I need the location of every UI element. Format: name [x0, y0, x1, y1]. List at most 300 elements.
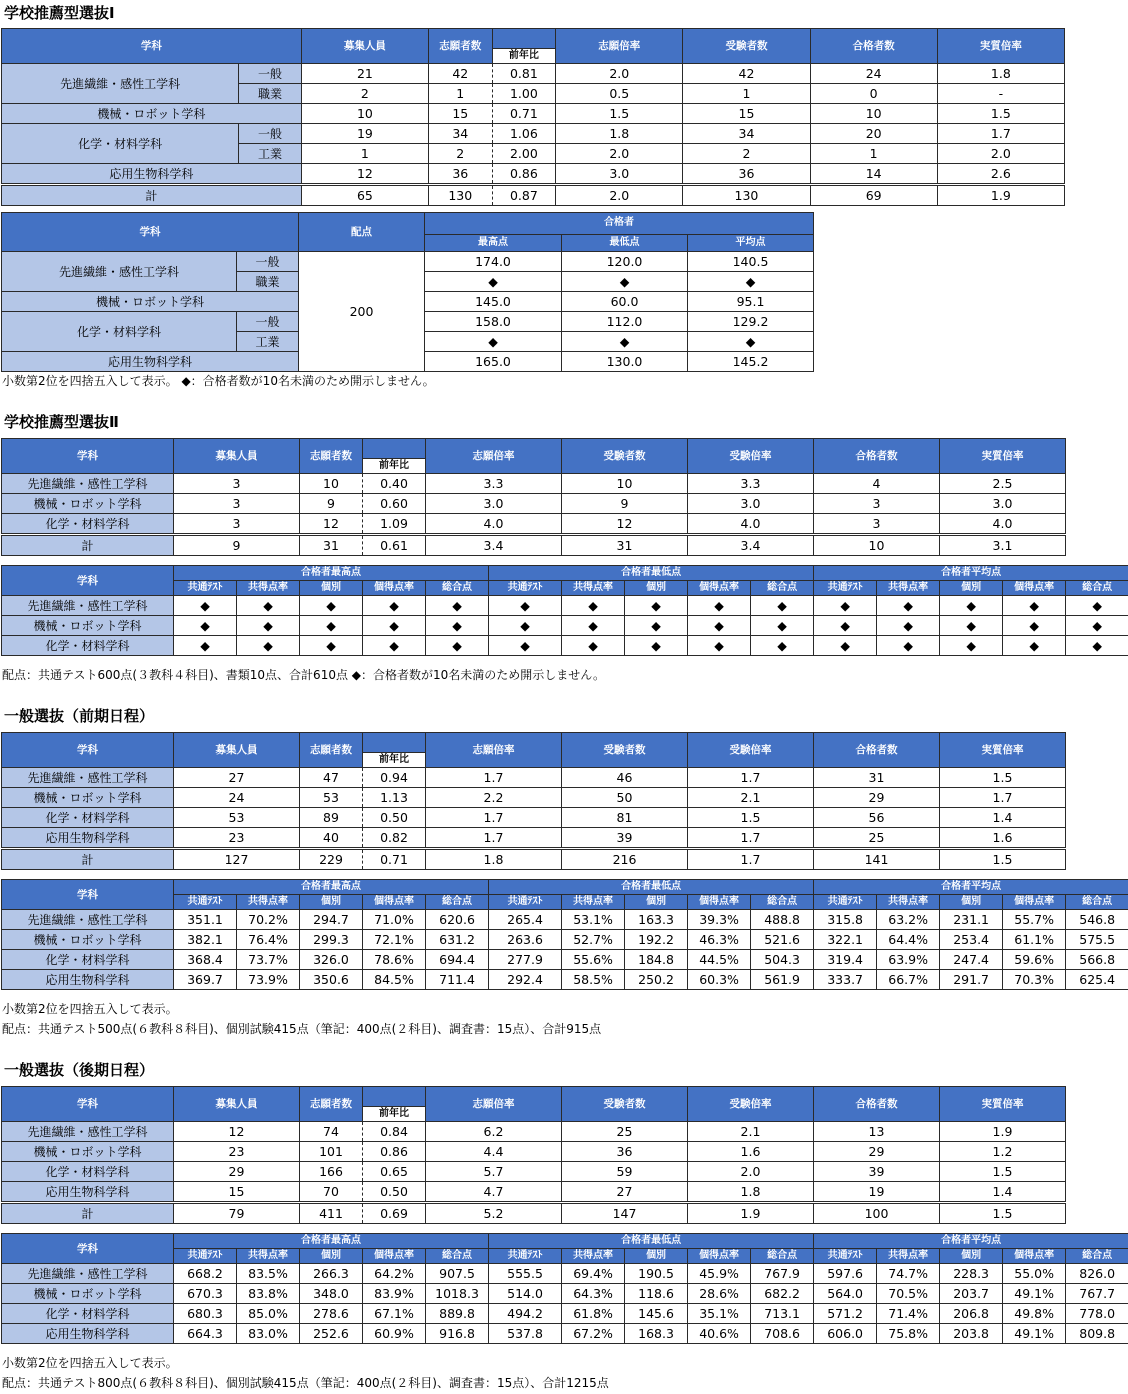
cell-app-rate: 3.4: [426, 535, 562, 556]
header-sub-col: 個得点率: [1003, 581, 1066, 596]
cell-applicants: 130: [428, 185, 492, 206]
cell-score: 294.7: [300, 910, 363, 930]
cell-score: 78.6%: [363, 950, 426, 970]
cell-exam-rate: 2.0: [688, 1162, 814, 1182]
cell-score: 28.6%: [688, 1284, 751, 1304]
cell-score: 203.7: [940, 1284, 1003, 1304]
cell-score: 566.8: [1066, 950, 1128, 970]
table-row-total: [2, 185, 1065, 206]
cell-applicants: 229: [300, 849, 363, 870]
cell-score: 45.9%: [688, 1264, 751, 1284]
cell-score: 66.7%: [877, 970, 940, 990]
header-passed: 合格者数: [810, 29, 937, 64]
row-dept: 化学・材料学科: [2, 950, 174, 970]
cell-score: 299.3: [300, 930, 363, 950]
cell-score: ◆: [625, 636, 688, 656]
cell-score: 49.1%: [1003, 1284, 1066, 1304]
cell-score: 206.8: [940, 1304, 1003, 1324]
cell-quota: 29: [174, 1162, 300, 1182]
header-app-rate: 志願倍率: [426, 733, 562, 768]
cell-score: 83.0%: [237, 1324, 300, 1344]
header-dept: 学科: [2, 213, 299, 252]
cell-applicants: 34: [428, 124, 492, 144]
cell-score: 85.0%: [237, 1304, 300, 1324]
cell-score: ◆: [237, 596, 300, 616]
row-sub: 一般: [237, 312, 299, 332]
row-dept: 応用生物科学科: [2, 352, 299, 372]
table-s2-applicants: [1, 438, 1066, 556]
cell-app-rate: 2.2: [426, 788, 562, 808]
cell-quota: 3: [174, 494, 300, 514]
cell-examinees: 36: [562, 1142, 688, 1162]
cell-score: 561.9: [751, 970, 814, 990]
cell-exam-rate: 1.5: [688, 808, 814, 828]
row-dept: 先進繊維・感性工学科: [2, 910, 174, 930]
cell-score: 252.6: [300, 1324, 363, 1344]
cell-score: 60.9%: [363, 1324, 426, 1344]
cell-score: 55.7%: [1003, 910, 1066, 930]
cell-quota: 1: [301, 144, 428, 164]
cell-examinees: 36: [683, 164, 810, 185]
table-row: [2, 950, 1128, 970]
cell-real-rate: 1.7: [937, 124, 1064, 144]
table-row-total: [2, 849, 1066, 870]
cell-avg: 145.2: [688, 352, 814, 372]
cell-examinees: 130: [683, 185, 810, 206]
table-s4-scores: [1, 1233, 1128, 1344]
cell-score: 322.1: [814, 930, 877, 950]
row-dept: 応用生物科学科: [2, 1182, 174, 1203]
cell-score: 247.4: [940, 950, 1003, 970]
cell-exam-rate: 1.6: [688, 1142, 814, 1162]
cell-score: ◆: [877, 596, 940, 616]
table-row: [2, 164, 1065, 185]
cell-score: 767.9: [751, 1264, 814, 1284]
cell-score: 575.5: [1066, 930, 1128, 950]
note-s1: 小数第2位を四捨五入して表示。 ◆：合格者数が10名未満のため開示しません。: [2, 374, 435, 388]
cell-score: 67.2%: [562, 1324, 625, 1344]
cell-score: 620.6: [426, 910, 489, 930]
cell-ratio: 2.00: [492, 144, 556, 164]
cell-app-rate: 1.7: [426, 828, 562, 849]
cell-score: ◆: [688, 616, 751, 636]
header-sub-col: 共通ﾃｽﾄ: [489, 895, 562, 910]
cell-real-rate: 1.4: [940, 808, 1066, 828]
table-row: [2, 64, 1065, 84]
header-examinees: 受験者数: [562, 439, 688, 474]
header-sub-col: 共得点率: [562, 581, 625, 596]
cell-exam-rate: 1.7: [688, 828, 814, 849]
row-dept: 先進繊維・感性工学科: [2, 1264, 174, 1284]
cell-max: 158.0: [425, 312, 562, 332]
cell-score: 277.9: [489, 950, 562, 970]
cell-examinees: 12: [562, 514, 688, 535]
table-s4-applicants: [1, 1086, 1066, 1224]
header-quota: 募集人員: [301, 29, 428, 64]
header-sub-col: 共通ﾃｽﾄ: [814, 581, 877, 596]
cell-score: 52.7%: [562, 930, 625, 950]
cell-score: 670.3: [174, 1284, 237, 1304]
cell-examinees: 216: [562, 849, 688, 870]
cell-score: 228.3: [940, 1264, 1003, 1284]
cell-ratio: 1.06: [492, 124, 556, 144]
header-dept: 学科: [2, 566, 174, 596]
cell-score: 70.2%: [237, 910, 300, 930]
cell-avg: 95.1: [688, 292, 814, 312]
header-sub-col: 個得点率: [1003, 1249, 1066, 1264]
cell-real-rate: 4.0: [940, 514, 1066, 535]
table-row: [2, 1142, 1066, 1162]
cell-quota: 2: [301, 84, 428, 104]
cell-score: 333.7: [814, 970, 877, 990]
row-dept: 機械・ロボット学科: [2, 104, 302, 124]
table-row: [2, 970, 1128, 990]
header-sub-col: 総合点: [1066, 895, 1128, 910]
table-s3-scores: [1, 879, 1128, 990]
cell-passed: 10: [810, 104, 937, 124]
cell-score: ◆: [174, 596, 237, 616]
cell-examinees: 10: [562, 474, 688, 494]
row-dept: 機械・ロボット学科: [2, 1284, 174, 1304]
cell-score: 70.3%: [1003, 970, 1066, 990]
cell-real-rate: 2.5: [940, 474, 1066, 494]
cell-score: 64.2%: [363, 1264, 426, 1284]
cell-real-rate: 1.8: [937, 64, 1064, 84]
cell-score: ◆: [426, 616, 489, 636]
header-sub-col: 個得点率: [688, 895, 751, 910]
cell-score: 72.1%: [363, 930, 426, 950]
row-dept: 化学・材料学科: [2, 808, 174, 828]
header-sub-col: 個別: [300, 895, 363, 910]
cell-exam-rate: 1.7: [688, 768, 814, 788]
section-title-s4: 一般選抜（後期日程）: [4, 1061, 155, 1079]
cell-score: 350.6: [300, 970, 363, 990]
row-dept: 計: [2, 185, 302, 206]
header-sub-col: 総合点: [1066, 581, 1128, 596]
cell-applicants: 36: [428, 164, 492, 185]
cell-quota: 27: [174, 768, 300, 788]
cell-ratio: 0.71: [363, 849, 426, 870]
row-dept: 先進繊維・感性工学科: [2, 252, 237, 292]
header-sub-col: 個別: [300, 581, 363, 596]
cell-score: 64.3%: [562, 1284, 625, 1304]
cell-applicants: 42: [428, 64, 492, 84]
cell-ratio: 0.82: [363, 828, 426, 849]
cell-quota: 9: [174, 535, 300, 556]
header-sub-col: 共通ﾃｽﾄ: [489, 581, 562, 596]
cell-score: 494.2: [489, 1304, 562, 1324]
cell-applicants: 411: [300, 1203, 363, 1224]
cell-passed: 14: [810, 164, 937, 185]
header-exam-rate: 受験倍率: [688, 439, 814, 474]
cell-avg: ◆: [688, 332, 814, 352]
cell-quota: 21: [301, 64, 428, 84]
cell-score: 145.6: [625, 1304, 688, 1324]
cell-score: ◆: [688, 596, 751, 616]
header-points: 配点: [299, 213, 425, 252]
table-row: [2, 768, 1066, 788]
cell-passed: 100: [814, 1203, 940, 1224]
cell-score: ◆: [1066, 596, 1128, 616]
cell-real-rate: 2.0: [937, 144, 1064, 164]
cell-score: 184.8: [625, 950, 688, 970]
cell-score: 55.6%: [562, 950, 625, 970]
cell-score: 1018.3: [426, 1284, 489, 1304]
cell-score: 49.8%: [1003, 1304, 1066, 1324]
cell-score: 664.3: [174, 1324, 237, 1344]
cell-score: ◆: [1066, 616, 1128, 636]
cell-app-rate: 1.5: [556, 104, 683, 124]
row-sub: 一般: [239, 124, 302, 144]
cell-exam-rate: 1.7: [688, 849, 814, 870]
header-sub-col: 共通ﾃｽﾄ: [814, 895, 877, 910]
section-title-s3: 一般選抜（前期日程）: [4, 707, 155, 725]
cell-real-rate: 1.5: [940, 849, 1066, 870]
table-row-total: [2, 1203, 1066, 1224]
cell-score: 63.2%: [877, 910, 940, 930]
header-sub-col: 個別: [940, 895, 1003, 910]
cell-score: 73.9%: [237, 970, 300, 990]
cell-applicants: 89: [300, 808, 363, 828]
cell-min: ◆: [562, 272, 688, 292]
cell-real-rate: 1.5: [937, 104, 1064, 124]
cell-score: ◆: [562, 616, 625, 636]
cell-score: 39.3%: [688, 910, 751, 930]
header-group-max: 合格者最高点: [174, 880, 489, 895]
header-real-rate: 実質倍率: [940, 439, 1066, 474]
header-quota: 募集人員: [174, 439, 300, 474]
cell-score: 564.0: [814, 1284, 877, 1304]
row-dept: 機械・ロボット学科: [2, 930, 174, 950]
cell-ratio: 0.84: [363, 1122, 426, 1142]
header-passed: 合格者数: [814, 439, 940, 474]
header-sub-col: 個得点率: [1003, 895, 1066, 910]
cell-passed: 69: [810, 185, 937, 206]
cell-examinees: 34: [683, 124, 810, 144]
cell-score: ◆: [1066, 636, 1128, 656]
cell-score: 382.1: [174, 930, 237, 950]
note-s2: 配点：共通テスト600点(３教科４科目)、書類10点、合計610点 ◆：合格者数が10名未満のため開示しません。: [2, 668, 605, 682]
cell-ratio: 0.69: [363, 1203, 426, 1224]
cell-score: 253.4: [940, 930, 1003, 950]
cell-score: 826.0: [1066, 1264, 1128, 1284]
cell-score: 291.7: [940, 970, 1003, 990]
cell-examinees: 25: [562, 1122, 688, 1142]
cell-score: 49.1%: [1003, 1324, 1066, 1344]
cell-score: 521.6: [751, 930, 814, 950]
cell-passed: 19: [814, 1182, 940, 1203]
header-sub-col: 個別: [940, 581, 1003, 596]
cell-score: ◆: [237, 616, 300, 636]
cell-quota: 23: [174, 828, 300, 849]
cell-examinees: 1: [683, 84, 810, 104]
cell-score: ◆: [814, 596, 877, 616]
header-sub-col: 個別: [625, 1249, 688, 1264]
cell-score: 546.8: [1066, 910, 1128, 930]
header-sub-col: 個得点率: [688, 581, 751, 596]
cell-applicants: 10: [300, 474, 363, 494]
cell-score: 84.5%: [363, 970, 426, 990]
header-sub-col: 共得点率: [877, 895, 940, 910]
cell-score: 326.0: [300, 950, 363, 970]
header-sub-col: 共通ﾃｽﾄ: [174, 1249, 237, 1264]
table-row: [2, 616, 1128, 636]
header-real-rate: 実質倍率: [940, 1087, 1066, 1122]
cell-examinees: 59: [562, 1162, 688, 1182]
cell-quota: 79: [174, 1203, 300, 1224]
cell-app-rate: 6.2: [426, 1122, 562, 1142]
cell-real-rate: 1.6: [940, 828, 1066, 849]
cell-score: ◆: [562, 636, 625, 656]
cell-score: 60.3%: [688, 970, 751, 990]
row-dept: 機械・ロボット学科: [2, 292, 299, 312]
cell-applicants: 2: [428, 144, 492, 164]
cell-min: 130.0: [562, 352, 688, 372]
row-dept: 計: [2, 1203, 174, 1224]
cell-app-rate: 2.0: [556, 64, 683, 84]
cell-score: ◆: [489, 596, 562, 616]
cell-applicants: 47: [300, 768, 363, 788]
table-s1-applicants: [1, 28, 1065, 206]
table-row: [2, 930, 1128, 950]
cell-score: 69.4%: [562, 1264, 625, 1284]
row-dept: 応用生物科学科: [2, 164, 302, 185]
cell-app-rate: 1.8: [426, 849, 562, 870]
cell-score: ◆: [363, 616, 426, 636]
cell-ratio: 1.13: [363, 788, 426, 808]
cell-passed: 25: [814, 828, 940, 849]
cell-score: 488.8: [751, 910, 814, 930]
cell-app-rate: 5.2: [426, 1203, 562, 1224]
header-sub-col: 共得点率: [877, 1249, 940, 1264]
cell-passed: 39: [814, 1162, 940, 1182]
cell-passed: 13: [814, 1122, 940, 1142]
row-dept: 機械・ロボット学科: [2, 1142, 174, 1162]
header-sub-col: 総合点: [426, 895, 489, 910]
cell-exam-rate: 2.1: [688, 788, 814, 808]
table-row: [2, 808, 1066, 828]
cell-score: 278.6: [300, 1304, 363, 1324]
header-dept: 学科: [2, 439, 174, 474]
cell-score: 694.4: [426, 950, 489, 970]
cell-score: ◆: [940, 636, 1003, 656]
cell-quota: 53: [174, 808, 300, 828]
cell-real-rate: 1.4: [940, 1182, 1066, 1203]
cell-score: 250.2: [625, 970, 688, 990]
cell-quota: 65: [301, 185, 428, 206]
cell-app-rate: 3.3: [426, 474, 562, 494]
cell-exam-rate: 2.1: [688, 1122, 814, 1142]
cell-score: ◆: [363, 636, 426, 656]
cell-score: 76.4%: [237, 930, 300, 950]
cell-score: 368.4: [174, 950, 237, 970]
section-title-s2: 学校推薦型選抜Ⅱ: [4, 413, 119, 431]
table-s1-scores: [1, 212, 814, 372]
cell-real-rate: 1.5: [940, 1162, 1066, 1182]
cell-score: ◆: [751, 596, 814, 616]
cell-score: 35.1%: [688, 1304, 751, 1324]
cell-score: 315.8: [814, 910, 877, 930]
cell-score: 40.6%: [688, 1324, 751, 1344]
cell-real-rate: 1.9: [937, 185, 1064, 206]
cell-quota: 3: [174, 514, 300, 535]
cell-quota: 3: [174, 474, 300, 494]
cell-score: 83.8%: [237, 1284, 300, 1304]
cell-score: 916.8: [426, 1324, 489, 1344]
cell-score: 118.6: [625, 1284, 688, 1304]
cell-score: 266.3: [300, 1264, 363, 1284]
header-passed: 合格者数: [814, 733, 940, 768]
header-group-max: 合格者最高点: [174, 1234, 489, 1249]
cell-ratio: 1.09: [363, 514, 426, 535]
header-dept: 学科: [2, 1087, 174, 1122]
cell-app-rate: 3.0: [426, 494, 562, 514]
header-sub-col: 個別: [300, 1249, 363, 1264]
cell-applicants: 166: [300, 1162, 363, 1182]
cell-score: ◆: [688, 636, 751, 656]
cell-quota: 12: [301, 164, 428, 185]
header-sub-col: 共得点率: [562, 895, 625, 910]
cell-passed: 10: [814, 535, 940, 556]
cell-score: 514.0: [489, 1284, 562, 1304]
cell-min: ◆: [562, 332, 688, 352]
table-row: [2, 494, 1066, 514]
cell-max: 145.0: [425, 292, 562, 312]
cell-app-rate: 4.7: [426, 1182, 562, 1203]
header-sub-col: 共得点率: [237, 1249, 300, 1264]
row-dept: 化学・材料学科: [2, 124, 239, 164]
header-app-rate: 志願倍率: [426, 1087, 562, 1122]
cell-score: 606.0: [814, 1324, 877, 1344]
header-quota: 募集人員: [174, 733, 300, 768]
cell-score: ◆: [489, 616, 562, 636]
header-sub-col: 共得点率: [237, 581, 300, 596]
note-s4-points: 配点：共通テスト800点(６教科８科目)、個別試験415点（筆記：400点(２科目)、調査書：15点）、合計1215点: [2, 1376, 609, 1390]
header-applicants: 志願者数: [300, 1087, 363, 1122]
header-sub-col: 総合点: [426, 1249, 489, 1264]
cell-real-rate: 3.1: [940, 535, 1066, 556]
table-s2-scores: [1, 565, 1128, 656]
table-row: [2, 636, 1128, 656]
cell-score: ◆: [814, 616, 877, 636]
row-dept: 先進繊維・感性工学科: [2, 474, 174, 494]
row-sub: 職業: [237, 272, 299, 292]
cell-ratio: 0.81: [492, 64, 556, 84]
cell-points: 200: [299, 252, 425, 372]
header-exam-rate: 受験倍率: [688, 1087, 814, 1122]
cell-score: 348.0: [300, 1284, 363, 1304]
cell-score: 631.2: [426, 930, 489, 950]
cell-score: 668.2: [174, 1264, 237, 1284]
cell-app-rate: 5.7: [426, 1162, 562, 1182]
table-row: [2, 1304, 1128, 1324]
cell-passed: 3: [814, 514, 940, 535]
cell-score: 74.7%: [877, 1264, 940, 1284]
row-sub: 一般: [237, 252, 299, 272]
header-group-avg: 合格者平均点: [814, 880, 1128, 895]
cell-score: ◆: [877, 616, 940, 636]
cell-max: ◆: [425, 332, 562, 352]
table-row: [2, 788, 1066, 808]
header-sub-col: 個得点率: [363, 895, 426, 910]
header-app-rate: 志願倍率: [556, 29, 683, 64]
cell-passed: 20: [810, 124, 937, 144]
table-row: [2, 514, 1066, 535]
cell-max: 174.0: [425, 252, 562, 272]
row-dept: 化学・材料学科: [2, 312, 237, 352]
cell-max: 165.0: [425, 352, 562, 372]
table-row: [2, 1324, 1128, 1344]
